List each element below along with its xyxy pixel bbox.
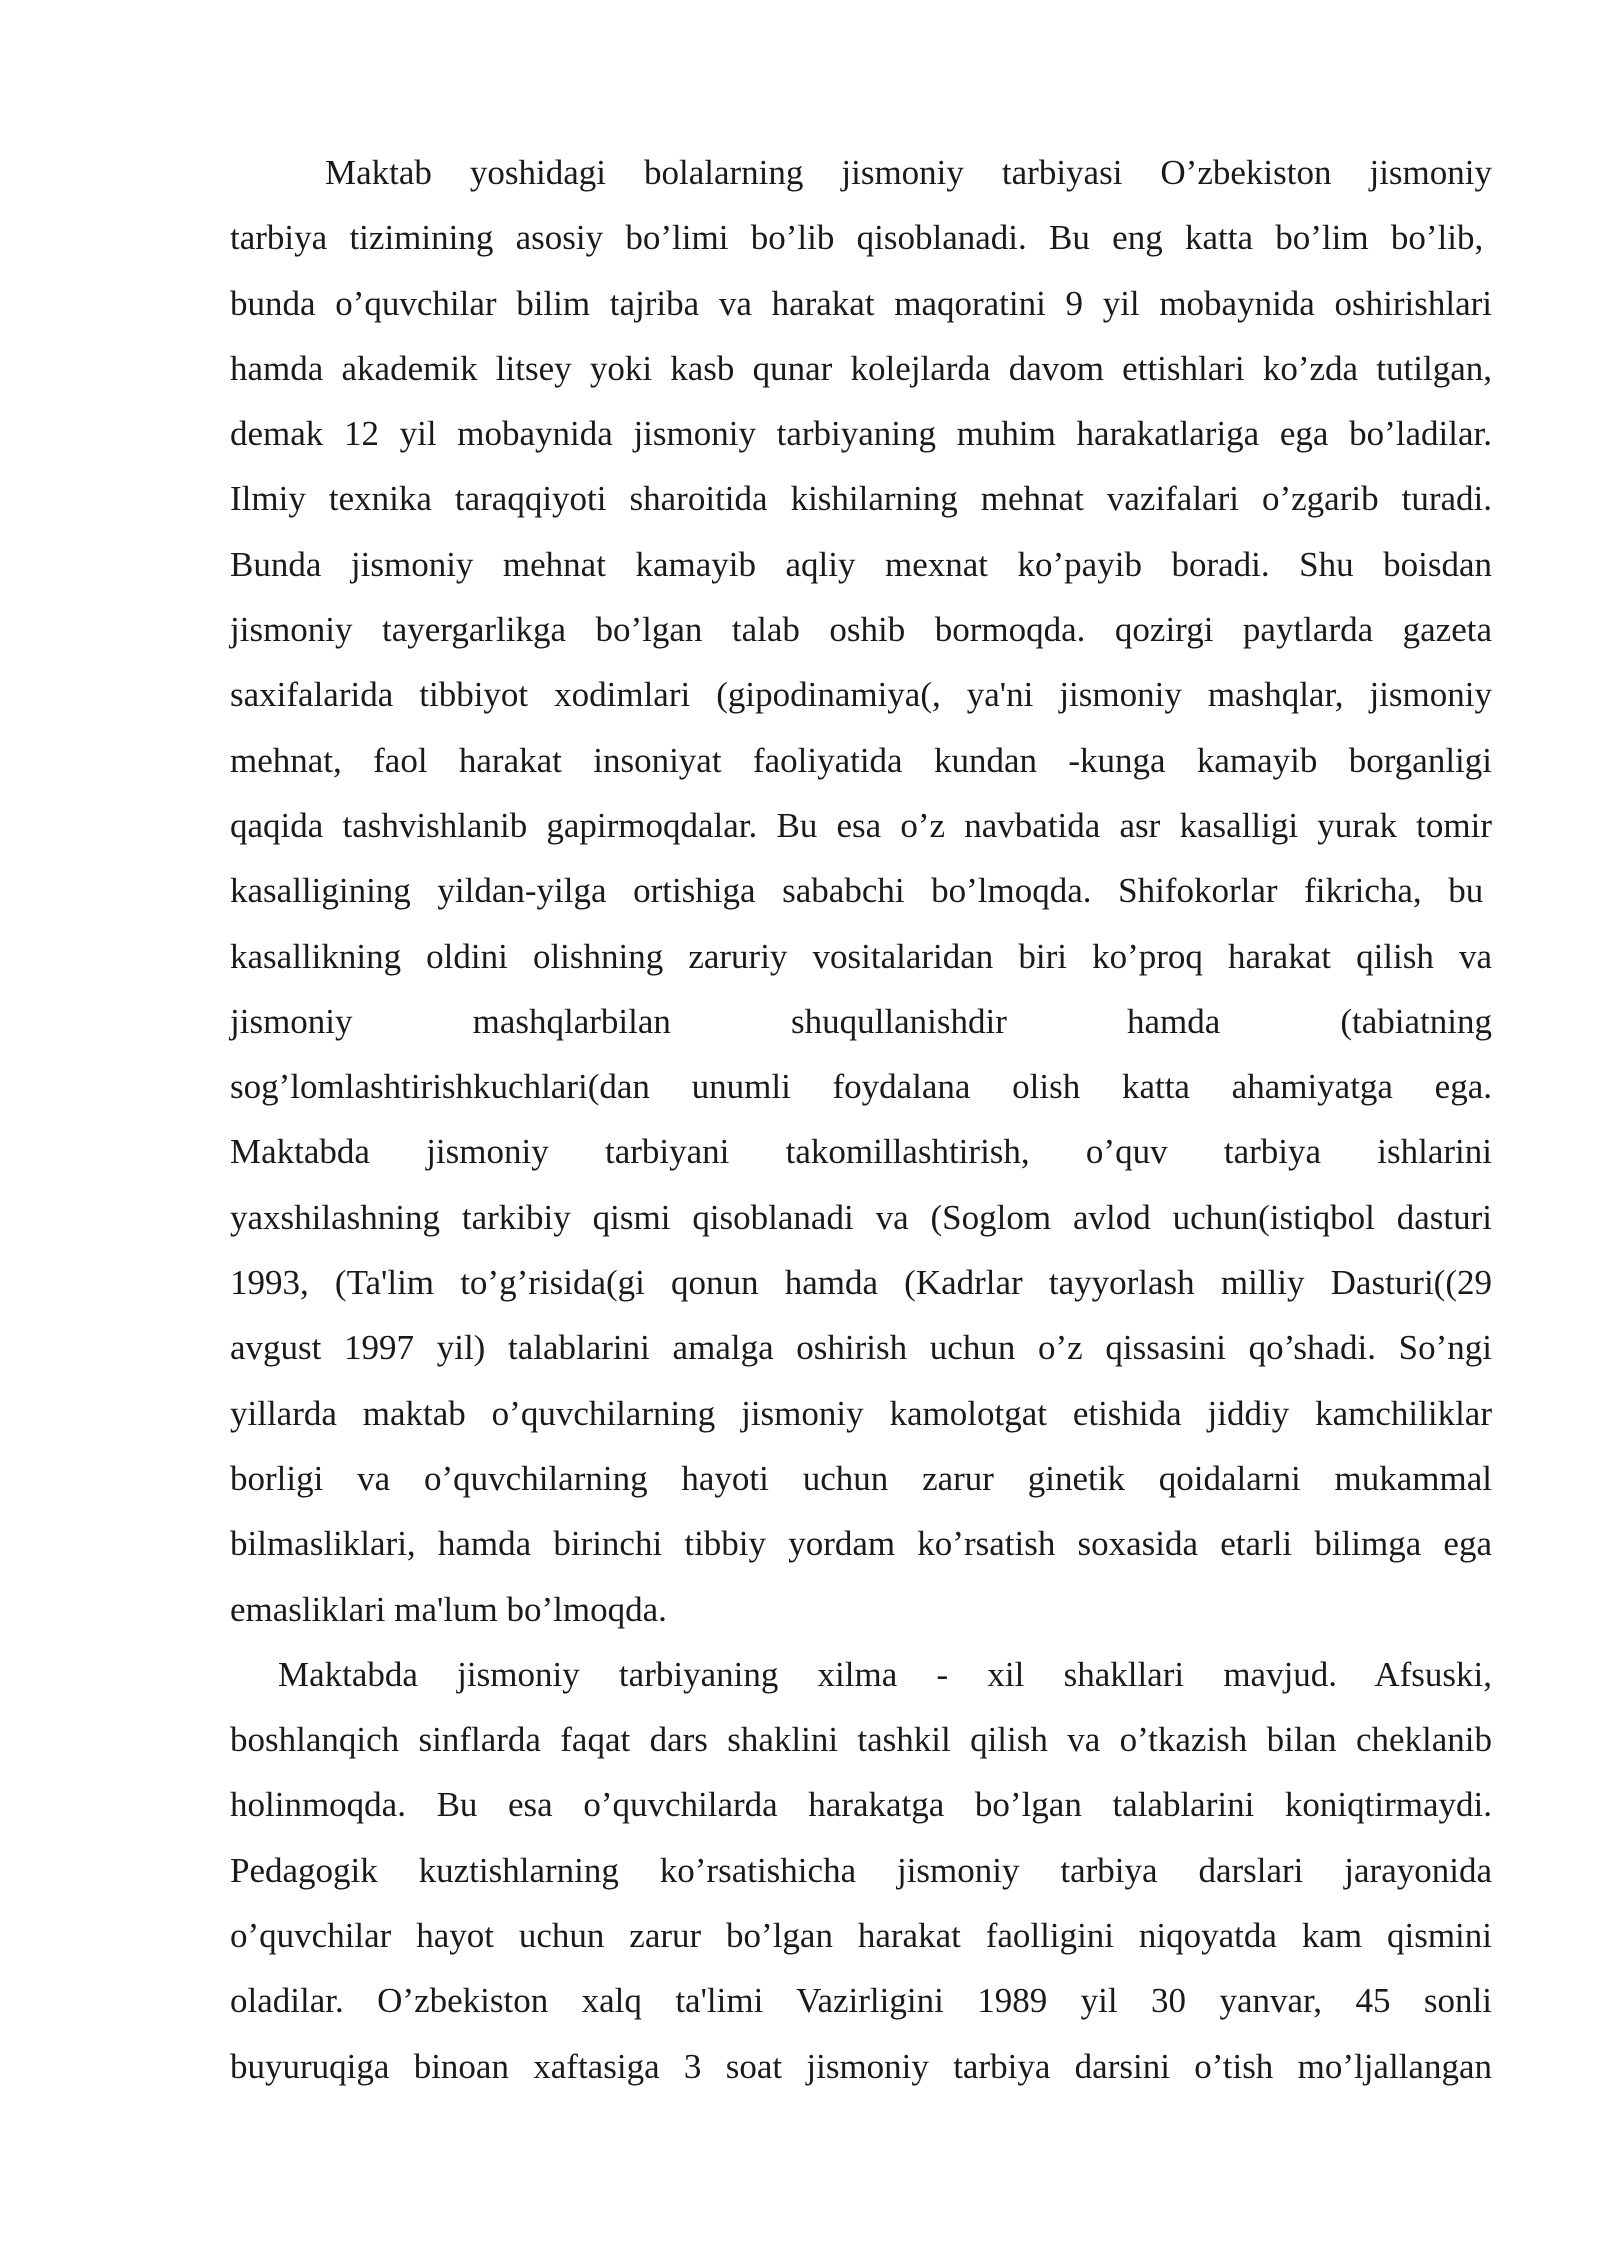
document-body: [230, 140, 1492, 2099]
text-line: o’quvchilar hayot uchun zarur bo’lgan harakat faolligini niqoyatda kam qismini: [230, 1916, 1492, 1956]
text-line: oladilar. O’zbekiston xalq ta'limi Vazirligini 1989 yil 30 yanvar, 45 sonli: [230, 1981, 1492, 2021]
text-line: bunda o’quvchilar bilim tajriba va harakat maqoratini 9 yil mobaynida oshirishlari: [230, 283, 1492, 323]
text-line: saxifalarida tibbiyot xodimlari (gipodinamiya(, ya'ni jismoniy mashqlar, jismoniy: [230, 675, 1492, 715]
text-line: bilmasliklari, hamda birinchi tibbiy yordam ko’rsatish soxasida etarli bilimga ega: [230, 1524, 1492, 1564]
text-line: Pedagogik kuztishlarning ko’rsatishicha jismoniy tarbiya darslari jarayonida: [230, 1850, 1492, 1890]
text-line: Bunda jismoniy mehnat kamayib aqliy mexnat ko’payib boradi. Shu boisdan: [230, 544, 1492, 584]
text-line: kasalligining yildan-yilga ortishiga sababchi bo’lmoqda. Shifokorlar fikricha, bu: [230, 871, 1484, 911]
text-line: hamda akademik litsey yoki kasb qunar kolejlarda davom ettishlari ko’zda tutilgan,: [230, 348, 1492, 388]
text-line: mehnat, faol harakat insoniyat faoliyatida kundan -kunga kamayib borganligi: [230, 740, 1492, 780]
text-line: avgust 1997 yil) talablarini amalga oshirish uchun o’z qissasini qo’shadi. So’ngi: [230, 1328, 1492, 1368]
text-line: buyuruqiga binoan xaftasiga 3 soat jismoniy tarbiya darsini o’tish mo’ljallangan: [230, 2046, 1492, 2086]
text-line: demak 12 yil mobaynida jismoniy tarbiyaning muhim harakatlariga ega bo’ladilar.: [230, 414, 1492, 454]
text-line: jismoniy tayergarlikga bo’lgan talab oshib bormoqda. qozirgi paytlarda gazeta: [230, 610, 1492, 650]
text-line: Maktabda jismoniy tarbiyaning xilma - xil shakllari mavjud. Afsuski,: [278, 1654, 1492, 1694]
text-line: yaxshilashning tarkibiy qismi qisoblanadi va (Soglom avlod uchun(istiqbol dasturi: [230, 1197, 1492, 1237]
text-line: yillarda maktab o’quvchilarning jismoniy kamolotgat etishida jiddiy kamchiliklar: [230, 1393, 1492, 1433]
paragraph-1: [230, 140, 1492, 1642]
text-line: emasliklari ma'lum bo’lmoqda.: [230, 1589, 667, 1629]
text-line: borligi va o’quvchilarning hayoti uchun zarur ginetik qoidalarni mukammal: [230, 1458, 1492, 1498]
text-line: Maktabda jismoniy tarbiyani takomillashtirish, o’quv tarbiya ishlarini: [230, 1132, 1492, 1172]
text-line: Maktab yoshidagi bolalarning jismoniy tarbiyasi O’zbekiston jismoniy: [325, 153, 1492, 192]
text-line: kasallikning oldini olishning zaruriy vositalaridan biri ko’proq harakat qilish va: [230, 936, 1492, 976]
text-line: qaqida tashvishlanib gapirmoqdalar. Bu esa o’z navbatida asr kasalligi yurak tomir: [230, 805, 1492, 845]
text-line: holinmoqda. Bu esa o’quvchilarda harakatga bo’lgan talablarini koniqtirmaydi.: [230, 1785, 1492, 1825]
text-line: Ilmiy texnika taraqqiyoti sharoitida kishilarning mehnat vazifalari o’zgarib turadi.: [230, 479, 1492, 519]
text-line: jismoniy mashqlarbilan shuqullanishdir hamda (tabiatning: [230, 1001, 1492, 1041]
text-line: boshlanqich sinflarda faqat dars shaklini tashkil qilish va o’tkazish bilan cheklanib: [230, 1720, 1492, 1760]
text-line: sog’lomlashtirishkuchlari(dan unumli foydalana olish katta ahamiyatga ega.: [230, 1067, 1492, 1107]
text-line: tarbiya tizimining asosiy bo’limi bo’lib qisoblanadi. Bu eng katta bo’lim bo’lib,: [230, 218, 1484, 258]
text-line: 1993, (Ta'lim to’g’risida(gi qonun hamda (Kadrlar tayyorlash milliy Dasturi((29: [230, 1263, 1492, 1303]
paragraph-2: [230, 1642, 1492, 2099]
